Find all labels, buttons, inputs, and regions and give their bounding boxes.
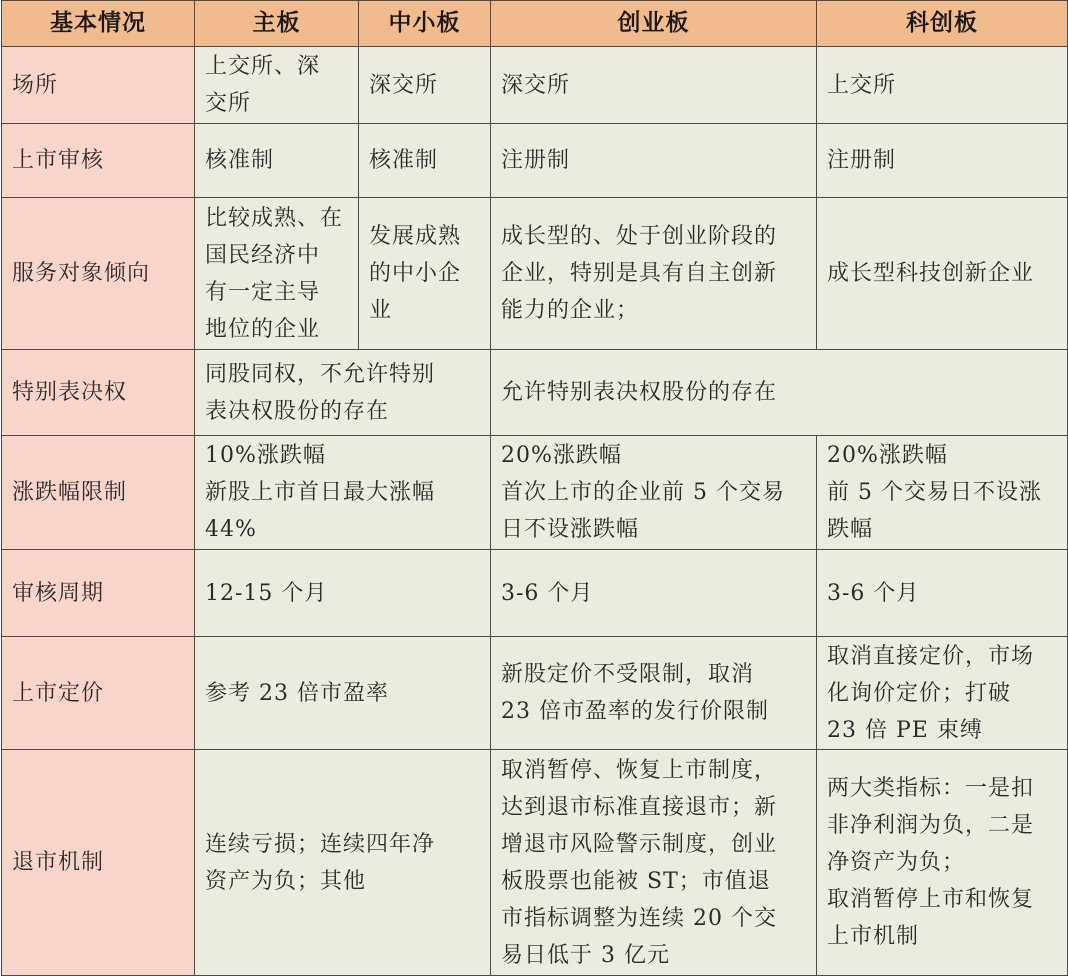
cell-period-chinext: 3-6 个月	[491, 550, 817, 637]
header-star-market: 科创板	[817, 1, 1068, 47]
row-label-period: 审核周期	[2, 550, 195, 637]
cell-target-main: 比较成熟、在 国民经济中 有一定主导 地位的企业	[195, 198, 359, 350]
cell-voting-main-sme: 同股同权，不允许特别 表决权股份的存在	[195, 350, 491, 436]
header-sme-board: 中小板	[359, 1, 491, 47]
table-row-pricing	[2, 637, 1068, 750]
cell-venue-sme: 深交所	[359, 47, 491, 124]
row-label-review: 上市审核	[2, 124, 195, 198]
table-row-venue	[2, 47, 1068, 124]
cell-pricing-star: 取消直接定价，市场 化询价定价；打破 23 倍 PE 束缚	[817, 637, 1068, 750]
cell-limit-chinext: 20%涨跌幅 首次上市的企业前 5 个交易 日不设涨跌幅	[491, 436, 817, 550]
row-label-limit: 涨跌幅限制	[2, 436, 195, 550]
table-row-limit	[2, 436, 1068, 550]
row-label-delisting: 退市机制	[2, 750, 195, 976]
cell-voting-chinext-star: 允许特别表决权股份的存在	[491, 350, 1068, 436]
table-row-delisting	[2, 750, 1068, 976]
row-label-venue: 场所	[2, 47, 195, 124]
cell-limit-main-sme: 10%涨跌幅 新股上市首日最大涨幅 44%	[195, 436, 491, 550]
table-row-voting	[2, 350, 1068, 436]
row-label-voting: 特别表决权	[2, 350, 195, 436]
cell-target-chinext: 成长型的、处于创业阶段的 企业，特别是具有自主创新 能力的企业；	[491, 198, 817, 350]
table-row-review	[2, 124, 1068, 198]
row-label-pricing: 上市定价	[2, 637, 195, 750]
cell-target-star: 成长型科技创新企业	[817, 198, 1068, 350]
cell-review-sme: 核准制	[359, 124, 491, 198]
cell-venue-star: 上交所	[817, 47, 1068, 124]
cell-pricing-chinext: 新股定价不受限制，取消 23 倍市盈率的发行价限制	[491, 637, 817, 750]
cell-period-star: 3-6 个月	[817, 550, 1068, 637]
cell-venue-main: 上交所、深 交所	[195, 47, 359, 124]
cell-review-star: 注册制	[817, 124, 1068, 198]
cell-venue-chinext: 深交所	[491, 47, 817, 124]
header-basic-info: 基本情况	[2, 1, 195, 47]
cell-review-main: 核准制	[195, 124, 359, 198]
cell-delisting-chinext: 取消暂停、恢复上市制度， 达到退市标准直接退市；新 增退市风险警示制度，创业 板股票也能被 ST；市值退 市指标调整为连续 20 个交 易日低于 3 亿元	[491, 750, 817, 976]
cell-pricing-main-sme: 参考 23 倍市盈率	[195, 637, 491, 750]
cell-target-sme: 发展成熟 的中小企 业	[359, 198, 491, 350]
cell-limit-star: 20%涨跌幅 前 5 个交易日不设涨 跌幅	[817, 436, 1068, 550]
row-label-target: 服务对象倾向	[2, 198, 195, 350]
cell-period-main-sme: 12-15 个月	[195, 550, 491, 637]
header-row	[2, 1, 1068, 47]
cell-delisting-main-sme: 连续亏损；连续四年净 资产为负；其他	[195, 750, 491, 976]
header-chinext-board: 创业板	[491, 1, 817, 47]
table-row-target	[2, 198, 1068, 350]
table-row-period	[2, 550, 1068, 637]
cell-review-chinext: 注册制	[491, 124, 817, 198]
header-main-board: 主板	[195, 1, 359, 47]
board-comparison-table	[1, 0, 1068, 976]
cell-delisting-star: 两大类指标：一是扣 非净利润为负，二是 净资产为负； 取消暂停上市和恢复 上市机制	[817, 750, 1068, 976]
